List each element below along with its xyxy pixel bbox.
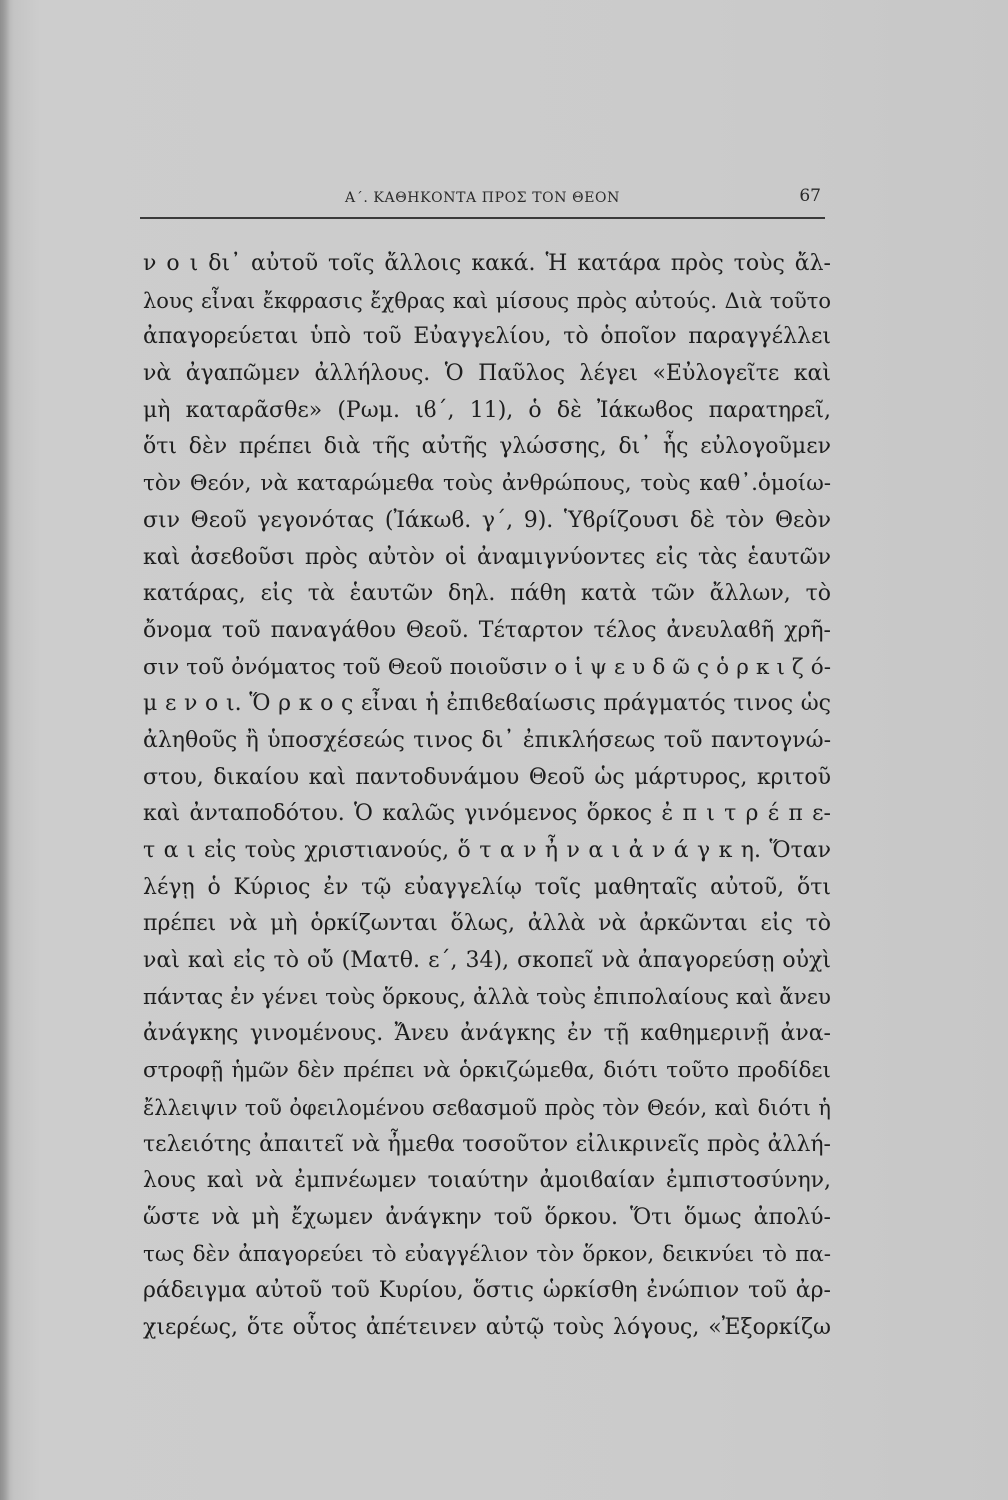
text-line: στροφῇ ἡμῶν δὲν πρέπει νὰ ὁρκιζώμεθα, διότι τοῦτο προδίδει [143, 1058, 831, 1084]
text-line: ἀνάγκης γινομένους. Ἄνευ ἀνάγκης ἐν τῇ καθημερινῇ ἀνα- [143, 1021, 831, 1047]
text-line: μ ε ν ο ι. Ὅ ρ κ ο ς εἶναι ἡ ἐπιϐεϐαίωσις πράγματός τινος ὡς [143, 691, 831, 717]
body-text [143, 246, 831, 1347]
text-line: τως δὲν ἀπαγορεύει τὸ εὐαγγέλιον τὸν ὅρκον, δεικνύει τὸ πα- [143, 1241, 831, 1267]
text-line: νὰ ἀγαπῶμεν ἀλλήλους. Ὁ Παῦλος λέγει «Εὐλογεῖτε καὶ [143, 361, 831, 387]
page-number: 67 [799, 186, 821, 206]
text-line: ὅτι δὲν πρέπει διὰ τῆς αὐτῆς γλώσσης, δι᾿ ἧς εὐλογοῦμεν [143, 434, 831, 460]
text-line: ἀπαγορεύεται ὑπὸ τοῦ Εὐαγγελίου, τὸ ὁποῖον παραγγέλλει [143, 324, 831, 350]
text-line: μὴ καταρᾶσθε» (Ρωμ. ιϐ΄, 11), ὁ δὲ Ἰάκωϐος παρατηρεῖ, [143, 397, 831, 423]
text-line: ράδειγμα αὐτοῦ τοῦ Κυρίου, ὅστις ὡρκίσθη ἐνώπιον τοῦ ἀρ- [143, 1278, 831, 1304]
text-line: ἔλλειψιν τοῦ ὀφειλομένου σεϐασμοῦ πρὸς τὸν Θεόν, καὶ διότι ἡ [143, 1095, 831, 1120]
header-rule [140, 217, 825, 219]
text-line: ναὶ καὶ εἰς τὸ οὔ (Ματθ. ε΄, 34), σκοπεῖ νὰ ἀπαγορεύσῃ οὐχὶ [143, 948, 831, 974]
binding-shadow [0, 0, 10, 1500]
text-line: σιν τοῦ ὀνόματος τοῦ Θεοῦ ποιοῦσιν ο ἱ ψ ε υ δ ῶ ς ὁ ρ κ ι ζ ό- [143, 654, 831, 680]
text-line: χιερέως, ὅτε οὗτος ἀπέτεινεν αὐτῷ τοὺς λόγους, «Ἐξορκίζω [143, 1314, 831, 1340]
text-line: ἀληθοῦς ἢ ὑποσχέσεώς τινος δι᾿ ἐπικλήσεως τοῦ παντογνώ- [143, 727, 831, 753]
text-line: στου, δικαίου καὶ παντοδυνάμου Θεοῦ ὡς μάρτυρος, κριτοῦ [143, 764, 831, 790]
text-line: πάντας ἐν γένει τοὺς ὅρκους, ἀλλὰ τοὺς ἐπιπολαίους καὶ ἄνευ [143, 984, 831, 1010]
text-line: πρέπει νὰ μὴ ὁρκίζωνται ὅλως, ἀλλὰ νὰ ἀρκῶνται εἰς τὸ [143, 911, 831, 937]
text-line: ν ο ι δι᾿ αὐτοῦ τοῖς ἄλλοις κακά. Ἡ κατάρα πρὸς τοὺς ἄλ- [143, 251, 831, 276]
text-line: τ α ι εἰς τοὺς χριστιανούς, ὅ τ α ν ἦ ν α ι ἀ ν ά γ κ η. Ὅταν [143, 838, 831, 863]
text-line: ὥστε νὰ μὴ ἔχωμεν ἀνάγκην τοῦ ὅρκου. Ὅτι ὅμως ἀπολύ- [143, 1204, 831, 1230]
text-line: λους εἶναι ἔκφρασις ἔχθρας καὶ μίσους πρὸς αὐτούς. Διὰ τοῦτο [143, 288, 831, 313]
running-title: Α΄. ΚΑΘΗΚΟΝΤΑ ΠΡΟΣ ΤΟΝ ΘΕΟΝ [345, 190, 620, 206]
text-line: τελειότης ἀπαιτεῖ νὰ ἦμεθα τοσοῦτον εἰλικρινεῖς πρὸς ἀλλή- [143, 1131, 831, 1157]
text-line: ὄνομα τοῦ παναγάθου Θεοῦ. Τέταρτον τέλος ἀνευλαϐῆ χρῆ- [143, 617, 831, 643]
text-line: καὶ ἀνταποδότου. Ὁ καλῶς γινόμενος ὅρκος ἐ π ι τ ρ έ π ε- [143, 801, 831, 827]
text-line: σιν Θεοῦ γεγονότας (Ἰάκωϐ. γ΄, 9). Ὑϐρίζουσι δὲ τὸν Θεὸν [143, 507, 831, 533]
text-line: καὶ ἀσεϐοῦσι πρὸς αὐτὸν οἱ ἀναμιγνύοντες εἰς τὰς ἑαυτῶν [143, 544, 831, 570]
text-line: λέγῃ ὁ Κύριος ἐν τῷ εὐαγγελίῳ τοῖς μαθηταῖς αὐτοῦ, ὅτι [143, 874, 831, 900]
text-line: κατάρας, εἰς τὰ ἑαυτῶν δηλ. πάθη κατὰ τῶν ἄλλων, τὸ [143, 581, 831, 607]
text-line: λους καὶ νὰ ἐμπνέωμεν τοιαύτην ἀμοιϐαίαν ἐμπιστοσύνην, [143, 1168, 831, 1194]
running-header [140, 186, 825, 216]
text-line: τὸν Θεόν, νὰ καταρώμεθα τοὺς ἀνθρώπους, τοὺς καθ᾿.ὁμοίω- [143, 471, 831, 497]
